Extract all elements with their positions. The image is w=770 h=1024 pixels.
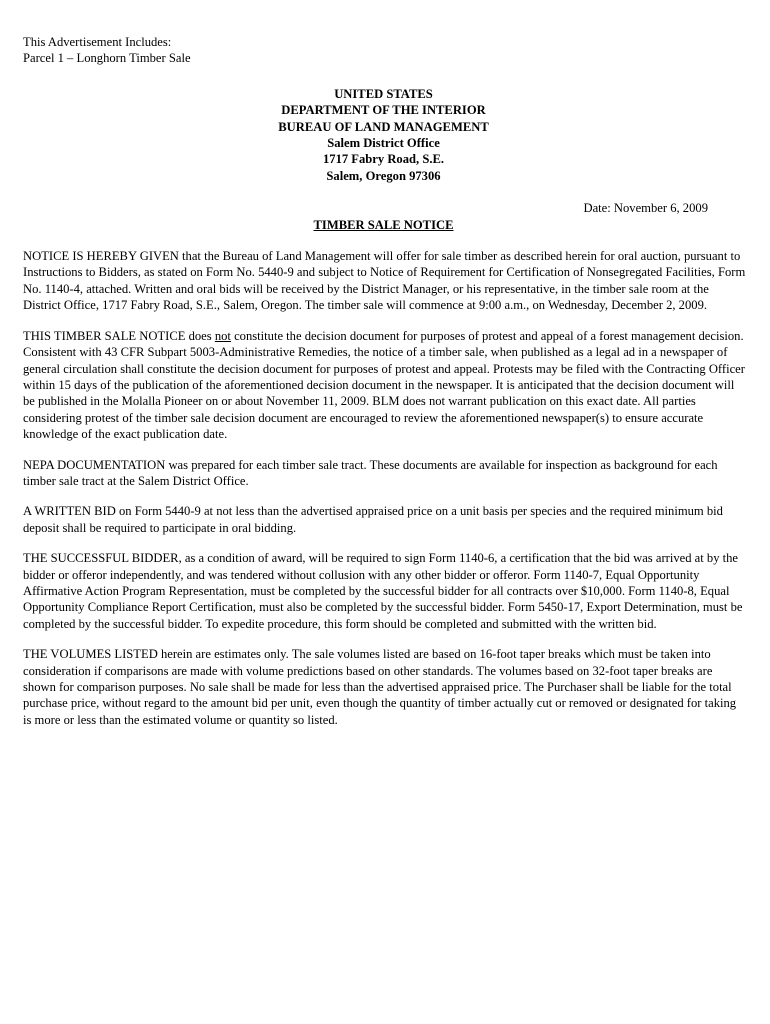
successful-bidder-paragraph: THE SUCCESSFUL BIDDER, as a condition of award, will be required to sign Form 1140-6, a certification that the bid was arrived at by the bidder or offeror independently, and was tendered without collusion with any other bidder or offeror. Form 1140-7, Equal Opportunity Affirmative Action Program Representation, must be completed by the successful bidder for all contracts over $10,000. Form 1140-8, Equal Opportunity Compliance Report Certification, must also be completed by the successful bidder. Form 5450-17, Export Determination, must be completed by the successful bidder. To expedite procedure, this form should be completed and submitted with the written bid.	[23, 551, 743, 631]
decision-text-start: THIS TIMBER SALE NOTICE does	[23, 328, 215, 343]
agency-bureau: BUREAU OF LAND MANAGEMENT	[278, 119, 489, 134]
parcel-line: Parcel 1 – Longhorn Timber Sale	[23, 51, 191, 66]
agency-street: 1717 Fabry Road, S.E.	[322, 152, 445, 167]
notice-title: TIMBER SALE NOTICE	[313, 217, 454, 232]
advertisement-header	[23, 34, 747, 67]
written-bid-paragraph: A WRITTEN BID on Form 5440-9 at not less than the advertised appraised price on a unit basis per species and the required minimum bid deposit shall be required to participate in oral bidding.	[23, 504, 723, 535]
agency-country: UNITED STATES	[334, 86, 433, 101]
notice-date: Date: November 6, 2009	[583, 201, 708, 216]
agency-department: DEPARTMENT OF THE INTERIOR	[281, 103, 486, 118]
volumes-paragraph: THE VOLUMES LISTED herein are estimates only. The sale volumes listed are based on 16-foot taper breaks which must be taken into consideration if comparisons are made with volume predictions based on other standards. The volumes based on 32-foot taper breaks are shown for comparison purposes. No sale shall be made for less than the advertised appraised price. The Purchaser shall be liable for the total purchase price, without regard to the amount bid per unit, even though the quantity of timber actually cut or removed or designated for taking is more or less than the estimated volume or quantity so listed.	[23, 647, 737, 727]
decision-emphasis: not	[214, 328, 231, 343]
notice-paragraph: NOTICE IS HEREBY GIVEN that the Bureau of Land Management will offer for sale timber as described herein for oral auction, pursuant to Instructions to Bidders, as stated on Form No. 5440-9 and subject to Notice of Requirement for Certification of Nonsegregated Facilities, Form No. 1140-4, attached. Written and oral bids will be received by the District Manager, or his representative, in the timber sale room at the District Office, 1717 Fabry Road, S.E., Salem, Oregon. The timber sale will commence at 9:00 a.m., on Wednesday, December 2, 2009.	[23, 249, 746, 313]
agency-city: Salem, Oregon 97306	[326, 168, 441, 183]
decision-text-rest: constitute the decision document for purposes of protest and appeal of a forest management decision. Consistent with 43 CFR Subpart 5003-Administrative Remedies, the notice of a timber sale, when published as a legal ad in a newspaper of general circulation shall constitute the decision document for purposes of protest and appeal. Protests may be filed with the Contracting Officer within 15 days of the publication of the aforementioned decision document in the newspaper. It is anticipated that the decision document will be published in the Molalla Pioneer on or about November 11, 2009. BLM does not warrant publication on this exact date. All parties considering protest of the timber sale decision document are encouraged to review the aforementioned newspaper(s) to ensure accurate knowledge of the exact publication date.	[23, 328, 745, 442]
agency-block	[23, 86, 744, 184]
decision-paragraph	[23, 328, 747, 443]
document-page	[23, 34, 747, 728]
advertisement-includes-line: This Advertisement Includes:	[23, 35, 172, 49]
agency-office: Salem District Office	[327, 136, 440, 151]
nepa-paragraph: NEPA DOCUMENTATION was prepared for each timber sale tract. These documents are available for inspection as background for each timber sale tract at the Salem District Office.	[23, 457, 718, 488]
